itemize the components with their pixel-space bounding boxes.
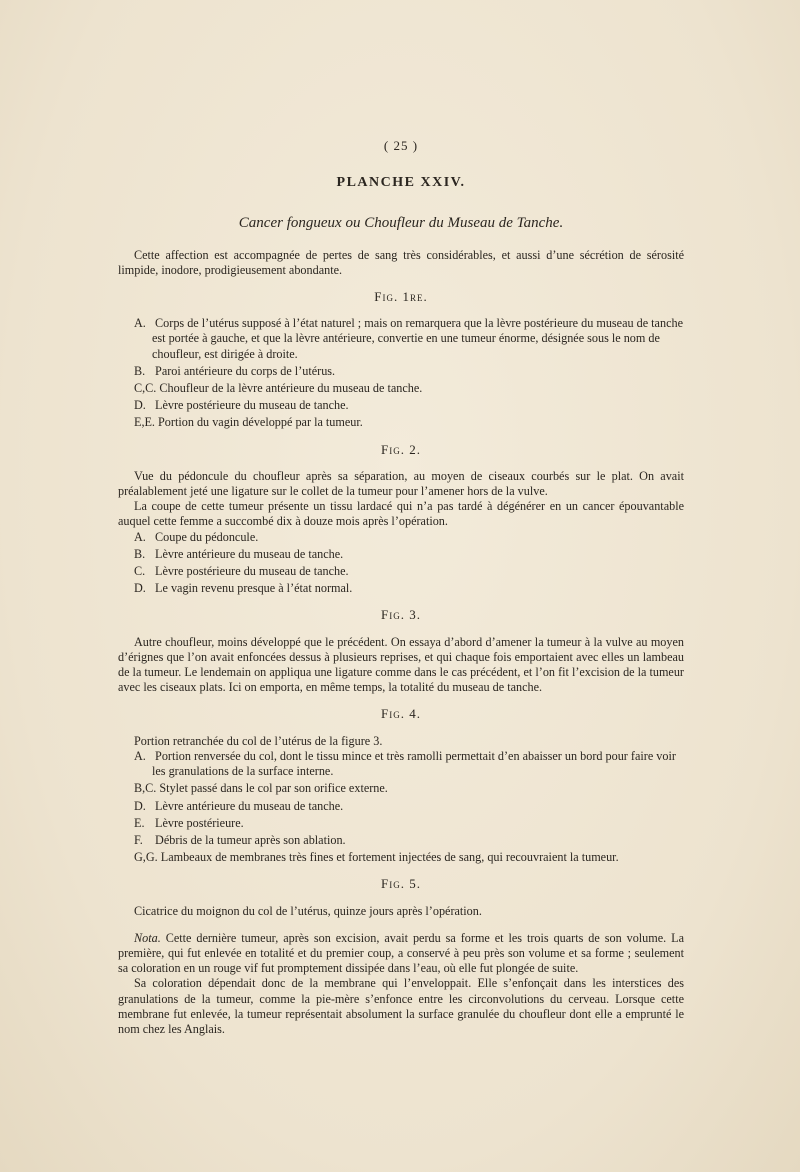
legend-key: G,G.	[134, 850, 158, 865]
intro-paragraph: Cette affection est accompagnée de pertes de sang très considérables, et aussi d’une sécrétion de sérosité limpide, inodore, prodigieusement abondante.	[118, 247, 684, 277]
legend-text: Coupe du pédoncule.	[155, 529, 259, 544]
legend-text: Lèvre postérieure du museau de tanche.	[155, 398, 349, 413]
legend-item	[118, 581, 684, 596]
figure-heading: Fig. 4.	[381, 706, 421, 722]
legend-text: Corps de l’utérus supposé à l’état naturel ; mais on remarquera que la lèvre postérieure du museau de tanche est portée à gauche, et que la lèvre antérieure, convertie en une tumeur énorme, désignée sous le nom de choufleur, est dirigée à droite.	[152, 316, 683, 361]
legend-item	[118, 799, 684, 814]
legend-key: B.	[134, 363, 146, 378]
legend-item	[118, 547, 684, 562]
legend-text: Lèvre postérieure du museau de tanche.	[155, 564, 349, 579]
legend-item	[118, 781, 684, 796]
nota-text: Cette dernière tumeur, après son excision, avait perdu sa forme et les trois quarts de son volume. La première, qui fut enlevée en totalité et du premier coup, a conservé à peu près son volume et sa forme ; seulement sa coloration en un rouge vif fut promptement dissipée dans l’eau, où elle fut plongée de suite.	[118, 930, 684, 976]
figure-heading: Fig. 5.	[381, 876, 421, 892]
legend-key: F.	[134, 832, 143, 847]
figure-paragraph: Autre choufleur, moins développé que le précédent. On essaya d’abord d’amener la tumeur à la vulve au moyen d’érignes que l’on avait enfoncées dessus à plusieurs reprises, et qui chaque fois emportaient avec elles un lambeau de la tumeur. Le lendemain on appliqua une ligature comme dans le cas précédent, et l’on fit l’excision de la tumeur avec les ciseaux plats. Ici on emporta, en même temps, la totalité du museau de tanche.	[118, 634, 684, 695]
legend-text: Débris de la tumeur après son ablation.	[155, 832, 346, 847]
legend-key: B,C.	[134, 781, 157, 796]
nota-label: Nota.	[134, 930, 161, 945]
figure-legend-list	[118, 749, 684, 865]
legend-key: D.	[134, 398, 146, 413]
legend-key: A.	[134, 529, 146, 544]
figure-heading: Fig. 2.	[381, 441, 421, 457]
legend-key: A.	[134, 748, 146, 763]
nota-paragraph	[118, 931, 684, 977]
legend-item	[118, 749, 684, 779]
legend-key: C.	[134, 564, 146, 579]
legend-item	[118, 381, 684, 396]
legend-key: C,C.	[134, 381, 157, 396]
legend-text: Lèvre antérieure du museau de tanche.	[155, 798, 344, 813]
legend-key: D.	[134, 798, 146, 813]
figure-paragraph: La coupe de cette tumeur présente un tissu lardacé qui n’a pas tardé à dégénérer en un cancer épouvantable auquel cette femme a succombé dix à douze mois après l’opération.	[118, 499, 684, 529]
page-content	[118, 138, 684, 1037]
legend-text: Portion renversée du col, dont le tissu mince et très ramolli permettait d’en abaisser un bord pour faire voir les granulations de la surface interne.	[152, 748, 676, 779]
figure-paragraph: Portion retranchée du col de l’utérus de la figure 3.	[134, 733, 383, 748]
legend-key: B.	[134, 546, 146, 561]
legend-item	[118, 816, 684, 831]
figure-legend-list	[118, 316, 684, 430]
nota-paragraph-2: Sa coloration dépendait donc de la membrane qui l’enveloppait. Elle s’enfonçait dans les interstices des granulations de la tumeur, comme la pie-mère s’enfonce entre les circonvolutions du cerveau. Lorsque cette membrane fut enlevée, la tumeur représentait absolument la surface granulée du choufleur dont elle a emprunté le nom chez les Anglais.	[118, 976, 684, 1036]
legend-key: E,E.	[134, 415, 155, 430]
legend-text: Le vagin revenu presque à l’état normal.	[155, 581, 353, 596]
plate-subtitle: Cancer fongueux ou Choufleur du Museau de Tanche.	[238, 215, 564, 232]
legend-item	[118, 398, 684, 413]
legend-key: D.	[134, 581, 146, 596]
legend-item	[118, 364, 684, 379]
figure-legend-list	[118, 530, 684, 597]
legend-item	[118, 415, 684, 430]
figures-section	[118, 289, 684, 919]
legend-item	[118, 833, 684, 848]
figure-paragraph: Vue du pédoncule du choufleur après sa séparation, au moyen de ciseaux courbés sur le plat. On avait préalablement jeté une ligature sur le collet de la tumeur pour l’amener hors de la vulve.	[118, 468, 684, 499]
legend-text: Paroi antérieure du corps de l’utérus.	[155, 363, 336, 378]
legend-key: E.	[134, 815, 145, 830]
legend-item	[118, 530, 684, 545]
legend-text: Lambeaux de membranes très fines et fortement injectées de sang, qui recouvraient la tumeur.	[160, 850, 619, 865]
figure-heading: Fig. 1re.	[374, 289, 428, 305]
legend-item	[118, 564, 684, 579]
legend-key: A.	[134, 316, 146, 331]
legend-item	[118, 850, 684, 865]
plate-title: PLANCHE XXIV.	[336, 175, 466, 191]
legend-item	[118, 316, 684, 362]
page-number: ( 25 )	[383, 138, 419, 153]
legend-text: Portion du vagin développé par la tumeur.	[158, 415, 363, 430]
legend-text: Lèvre postérieure.	[155, 815, 244, 830]
legend-text: Choufleur de la lèvre antérieure du museau de tanche.	[159, 381, 423, 396]
figure-heading: Fig. 3.	[381, 607, 421, 623]
legend-text: Stylet passé dans le col par son orifice externe.	[159, 781, 388, 796]
legend-text: Lèvre antérieure du museau de tanche.	[155, 546, 344, 561]
figure-paragraph: Cicatrice du moignon du col de l’utérus, quinze jours après l’opération.	[134, 903, 482, 918]
